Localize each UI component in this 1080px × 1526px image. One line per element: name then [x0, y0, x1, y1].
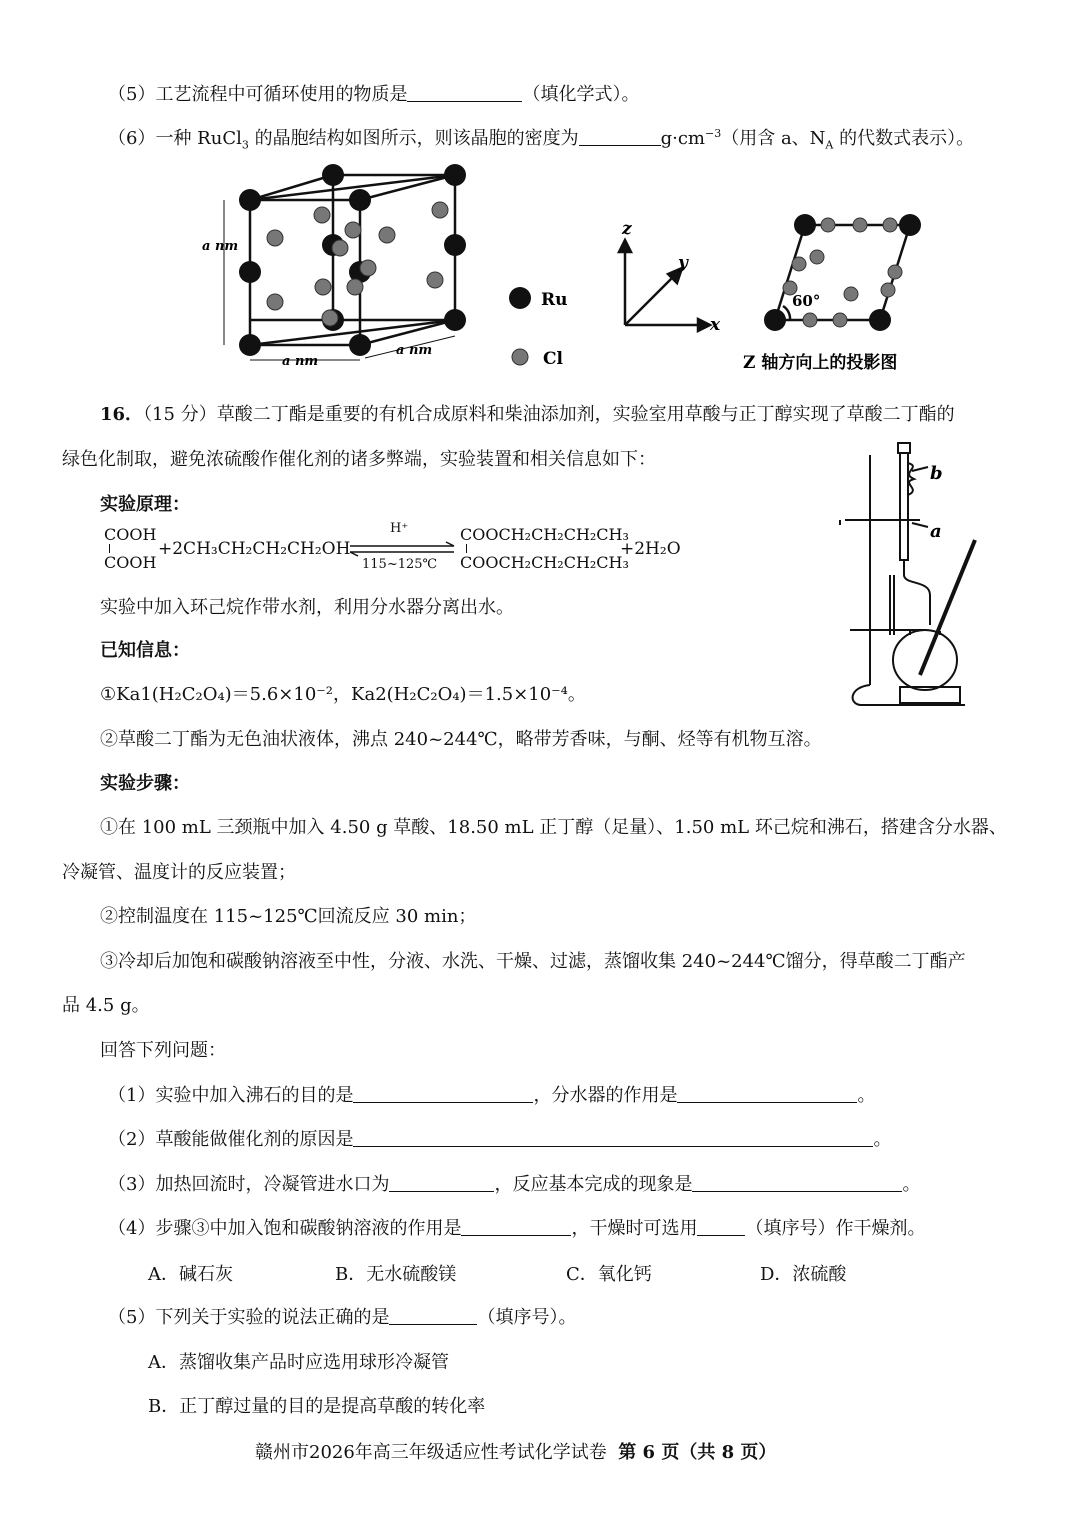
q15-part5: （5）工艺流程中可循环使用的物质是 （填化学式）。 — [108, 84, 640, 105]
principle-title: 实验原理： — [100, 494, 190, 515]
cl-atom — [315, 279, 331, 295]
answer-blank[interactable] — [677, 1084, 857, 1103]
ru-atom — [349, 334, 371, 356]
q4-option-d[interactable]: D．浓硫酸 — [760, 1264, 847, 1285]
page-footer: 赣州市2026年高三年级适应性考试化学试卷 第 6 页（共 8 页） — [255, 1442, 777, 1463]
apparatus-figure — [830, 435, 990, 715]
q5-option-b[interactable]: B．正丁醇过量的目的是提高草酸的转化率 — [148, 1396, 486, 1417]
bond-line — [466, 544, 467, 553]
bond-line — [109, 544, 110, 553]
crystal-cell-figure — [200, 160, 940, 380]
steps-title: 实验步骤： — [100, 773, 190, 794]
answer-blank[interactable] — [461, 1217, 571, 1236]
step-3: ③冷却后加饱和碳酸钠溶液至中性，分液、水洗、干燥、过滤，蒸馏收集 240~244℃馏分，得草酸二丁酯产 — [100, 951, 966, 972]
edge-label-bottom: a nm — [282, 354, 319, 369]
answer-blank[interactable] — [389, 1173, 494, 1192]
info-line-1: ①Ka1(H₂C₂O₄)＝5.6×10⁻²，Ka2(H₂C₂O₄)＝1.5×10⁻⁴。 — [100, 684, 586, 705]
answer-blank[interactable] — [353, 1084, 533, 1103]
info-title: 已知信息： — [100, 640, 190, 661]
question-4: （4）步骤③中加入饱和碳酸钠溶液的作用是 ，干燥时可选用 （填序号）作干燥剂。 — [108, 1218, 926, 1239]
question-5: （5）下列关于实验的说法正确的是 （填序号）。 — [108, 1307, 577, 1328]
cl-atom — [345, 222, 361, 238]
q4-option-a[interactable]: A．碱石灰 — [148, 1264, 233, 1285]
ru-atom — [444, 164, 466, 186]
answer-blank[interactable] — [697, 1217, 745, 1236]
step-1: ①在 100 mL 三颈瓶中加入 4.50 g 草酸、18.50 mL 正丁醇（足量）、1.50 mL 环己烷和沸石，搭建含分水器、 — [100, 817, 1007, 838]
step-3-cont: 品 4.5 g。 — [62, 995, 150, 1016]
ru-atom — [239, 334, 261, 356]
q15-part6: （6）一种 RuCl$_3$ 的晶胞结构如图所示，则该晶胞的密度为 $g\cdot cm^{-3}$（用含 a、$N_A$ 的代数式表示）。 — [108, 127, 975, 152]
axis-x-label: x — [710, 315, 721, 335]
ru-atom — [444, 234, 466, 256]
q4-option-b[interactable]: B．无水硫酸镁 — [335, 1264, 457, 1285]
angle-label: 60° — [792, 292, 821, 310]
label-b: b — [930, 463, 943, 484]
answer-blank[interactable] — [407, 83, 522, 102]
ru-legend-icon — [509, 287, 531, 309]
step-2: ②控制温度在 115~125℃回流反应 30 min； — [100, 906, 477, 927]
ru-atom — [444, 309, 466, 331]
reaction-equation: COOH COOH +2CH₃CH₂CH₂CH₂OH H⁺ 115~125℃ COOCH₂CH₂CH₂CH₃ COOCH₂CH₂CH₂CH₃ +2H₂O — [104, 521, 681, 572]
answer-blank[interactable] — [579, 127, 661, 146]
ru-atom — [349, 189, 371, 211]
question-2: （2）草酸能做催化剂的原因是 。 — [108, 1129, 892, 1150]
answer-blank[interactable] — [692, 1173, 902, 1192]
answer-title: 回答下列问题： — [100, 1040, 226, 1061]
cl-atom — [267, 294, 283, 310]
legend-cl: Cl — [543, 349, 563, 369]
step-1-cont: 冷凝管、温度计的反应装置； — [62, 862, 296, 883]
axis-y-label: y — [678, 253, 688, 273]
edge-label-depth: a nm — [396, 343, 433, 358]
axis-z-label: z — [622, 219, 632, 239]
ru-atom — [239, 189, 261, 211]
edge-label-left: a nm — [202, 239, 239, 254]
question-1: （1）实验中加入沸石的目的是 ，分水器的作用是 。 — [108, 1085, 876, 1106]
cl-atom — [322, 310, 338, 326]
legend-ru: Ru — [541, 290, 568, 310]
projection-caption: Z 轴方向上的投影图 — [743, 353, 898, 373]
equilibrium-arrow — [348, 541, 458, 557]
answer-blank[interactable] — [389, 1306, 477, 1325]
ru-atom — [239, 261, 261, 283]
question-3: （3）加热回流时，冷凝管进水口为 ，反应基本完成的现象是 。 — [108, 1174, 921, 1195]
cl-legend-icon — [512, 349, 528, 365]
q16-heading: 16．（15 分）草酸二丁酯是重要的有机合成原料和柴油添加剂，实验室用草酸与正丁醇实现了草酸二丁酯的 — [100, 404, 955, 425]
cl-atom — [360, 260, 376, 276]
cl-atom — [267, 230, 283, 246]
cl-atom — [347, 279, 363, 295]
q4-option-c[interactable]: C．氧化钙 — [566, 1264, 652, 1285]
cl-atom — [427, 272, 443, 288]
cl-atom — [379, 227, 395, 243]
ru-atom — [322, 164, 344, 186]
label-a: a — [930, 521, 942, 542]
cl-atom — [432, 202, 448, 218]
info-line-2: ②草酸二丁酯为无色油状液体，沸点 240~244℃，略带芳香味，与酮、烃等有机物互溶。 — [100, 729, 822, 750]
q5-option-a[interactable]: A．蒸馏收集产品时应选用球形冷凝管 — [148, 1352, 449, 1373]
q16-heading-cont: 绿色化制取，避免浓硫酸作催化剂的诸多弊端，实验装置和相关信息如下： — [62, 449, 656, 470]
answer-blank[interactable] — [353, 1128, 873, 1147]
principle-note: 实验中加入环己烷作带水剂，利用分水器分离出水。 — [100, 597, 514, 618]
cl-atom — [314, 207, 330, 223]
cl-atom — [332, 240, 348, 256]
